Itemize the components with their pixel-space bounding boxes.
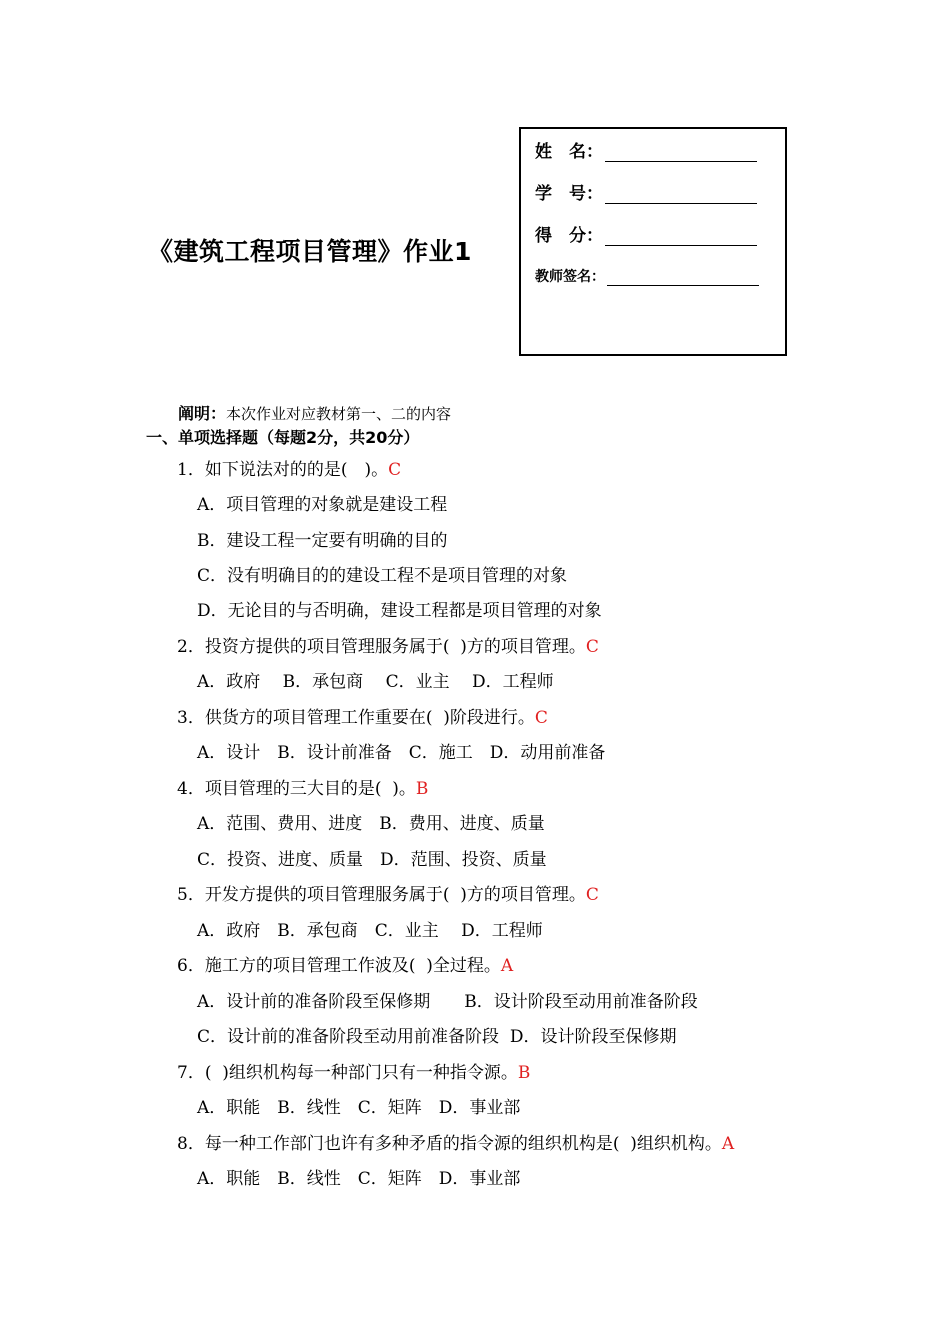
section-title: 一、单项选择题（每题2分，共20分） xyxy=(146,428,420,447)
answer-7: B xyxy=(517,1063,531,1083)
name-label: 姓 名： xyxy=(535,142,603,162)
options-3: A．设计 B．设计前准备 C．施工 D．动用前准备 xyxy=(197,743,606,763)
question-3: 3．供货方的项目管理工作重要在( )阶段进行。C xyxy=(177,708,548,728)
options-5: A．政府 B．承包商 C．业主 D．工程师 xyxy=(197,921,543,941)
teacher-signature-label: 教师签名： xyxy=(535,269,605,285)
options-4a: A．范围、费用、进度 B．费用、进度、质量 xyxy=(197,814,545,834)
document-title: 《建筑工程项目管理》作业1 xyxy=(148,237,472,266)
student-info-box xyxy=(519,127,787,356)
option-1d: D．无论目的与否明确，建设工程都是项目管理的对象 xyxy=(197,601,602,621)
name-field[interactable] xyxy=(605,145,757,162)
score-label: 得 分： xyxy=(535,226,603,246)
teacher-signature-row xyxy=(535,266,759,286)
question-2: 2．投资方提供的项目管理服务属于( )方的项目管理。C xyxy=(177,637,599,657)
answer-2: C xyxy=(585,637,599,657)
answer-4: B xyxy=(415,779,429,799)
question-5: 5．开发方提供的项目管理服务属于( )方的项目管理。C xyxy=(177,885,599,905)
options-6a: A．设计前的准备阶段至保修期 B．设计阶段至动用前准备阶段 xyxy=(197,992,698,1012)
question-1: 1．如下说法对的的是( )。C xyxy=(177,460,402,480)
name-row xyxy=(535,137,757,162)
options-4b: C．投资、进度、质量 D．范围、投资、质量 xyxy=(197,850,547,870)
note xyxy=(178,401,451,424)
option-1c: C．没有明确目的的建设工程不是项目管理的对象 xyxy=(197,566,568,586)
note-label: 阐明： xyxy=(178,404,227,423)
answer-5: C xyxy=(585,885,599,905)
options-7: A．职能 B．线性 C．矩阵 D．事业部 xyxy=(197,1098,521,1118)
question-6: 6．施工方的项目管理工作波及( )全过程。A xyxy=(177,956,514,976)
teacher-signature-field[interactable] xyxy=(607,269,759,286)
note-text: 本次作业对应教材第一、二的内容 xyxy=(226,405,452,423)
student-id-row xyxy=(535,179,757,204)
answer-8: A xyxy=(721,1134,735,1154)
question-4: 4．项目管理的三大目的是( )。B xyxy=(177,779,429,799)
answer-3: C xyxy=(534,708,548,728)
score-row xyxy=(535,221,757,246)
student-id-label: 学 号： xyxy=(535,184,603,204)
question-7: 7．( )组织机构每一种部门只有一种指令源。B xyxy=(177,1063,531,1083)
student-id-field[interactable] xyxy=(605,187,757,204)
answer-1: C xyxy=(388,460,402,480)
options-6b: C．设计前的准备阶段至动用前准备阶段 D．设计阶段至保修期 xyxy=(197,1027,677,1047)
options-8: A．职能 B．线性 C．矩阵 D．事业部 xyxy=(197,1169,521,1189)
options-2: A．政府 B．承包商 C．业主 D．工程师 xyxy=(197,672,554,692)
score-field[interactable] xyxy=(605,229,757,246)
option-1b: B．建设工程一定要有明确的目的 xyxy=(197,531,448,551)
answer-6: A xyxy=(500,956,514,976)
option-1a: A．项目管理的对象就是建设工程 xyxy=(197,495,448,515)
question-8: 8．每一种工作部门也许有多种矛盾的指令源的组织机构是( )组织机构。A xyxy=(177,1134,735,1154)
